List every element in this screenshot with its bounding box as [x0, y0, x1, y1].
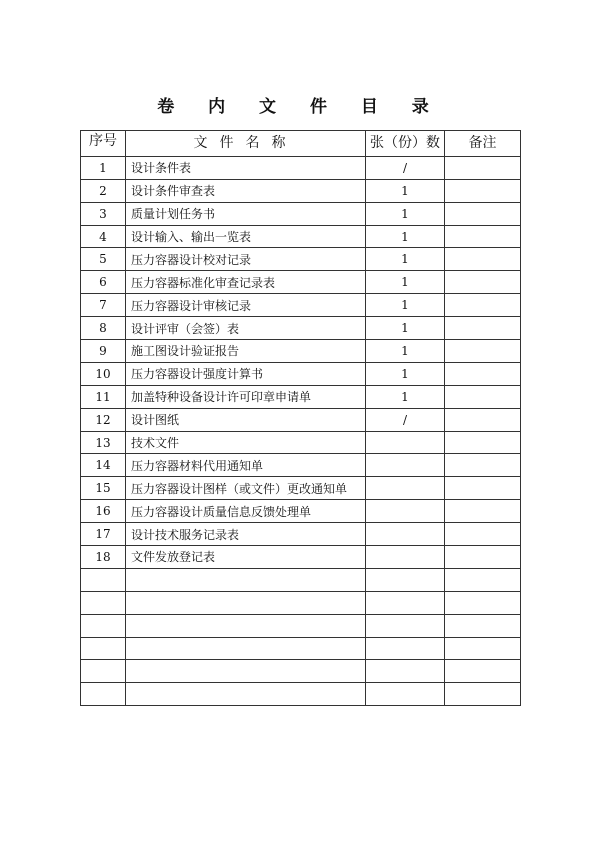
- table-row: [81, 591, 521, 614]
- row-number: [81, 591, 126, 614]
- table-row: [81, 614, 521, 637]
- table-row: [81, 179, 521, 202]
- row-file-name: 加盖特种设备设计许可印章申请单: [126, 385, 366, 408]
- row-count: 1: [366, 317, 445, 340]
- row-file-name: 设计条件审查表: [126, 179, 366, 202]
- row-number: [81, 568, 126, 591]
- row-number: 14: [81, 454, 126, 477]
- header-no: 序号: [81, 131, 126, 157]
- header-name: 文件名称: [126, 131, 366, 157]
- table-header-row: [81, 131, 521, 157]
- row-number: 4: [81, 225, 126, 248]
- row-count: 1: [366, 179, 445, 202]
- row-remark: [445, 637, 521, 660]
- row-remark: [445, 568, 521, 591]
- row-count: 1: [366, 340, 445, 363]
- table-row: [81, 431, 521, 454]
- row-file-name: 设计输入、输出一览表: [126, 225, 366, 248]
- table-row: [81, 271, 521, 294]
- row-number: 16: [81, 500, 126, 523]
- row-file-name: 压力容器标准化审查记录表: [126, 271, 366, 294]
- row-count: [366, 660, 445, 683]
- row-count: [366, 637, 445, 660]
- row-file-name: 施工图设计验证报告: [126, 340, 366, 363]
- row-number: 3: [81, 202, 126, 225]
- row-remark: [445, 500, 521, 523]
- row-number: 1: [81, 156, 126, 179]
- row-remark: [445, 179, 521, 202]
- row-count: [366, 546, 445, 569]
- header-count: 张（份）数: [366, 131, 445, 157]
- row-count: 1: [366, 271, 445, 294]
- row-number: 12: [81, 408, 126, 431]
- row-remark: [445, 156, 521, 179]
- row-count: 1: [366, 385, 445, 408]
- row-number: [81, 637, 126, 660]
- row-file-name: 压力容器设计强度计算书: [126, 362, 366, 385]
- row-file-name: 文件发放登记表: [126, 546, 366, 569]
- row-number: 8: [81, 317, 126, 340]
- row-number: 17: [81, 523, 126, 546]
- table-row: [81, 294, 521, 317]
- row-file-name: 压力容器设计质量信息反馈处理单: [126, 500, 366, 523]
- row-number: 10: [81, 362, 126, 385]
- row-count: 1: [366, 362, 445, 385]
- file-index-table: [80, 130, 521, 706]
- row-count: 1: [366, 294, 445, 317]
- row-count: 1: [366, 225, 445, 248]
- row-remark: [445, 454, 521, 477]
- row-count: [366, 591, 445, 614]
- row-file-name: 压力容器设计审核记录: [126, 294, 366, 317]
- table-row: [81, 156, 521, 179]
- row-remark: [445, 546, 521, 569]
- row-number: 5: [81, 248, 126, 271]
- row-remark: [445, 523, 521, 546]
- table-body: [81, 156, 521, 705]
- row-remark: [445, 660, 521, 683]
- row-remark: [445, 683, 521, 706]
- table-row: [81, 408, 521, 431]
- document-title: 卷 内 文 件 目 录: [157, 97, 443, 117]
- row-remark: [445, 362, 521, 385]
- row-file-name: [126, 614, 366, 637]
- row-remark: [445, 614, 521, 637]
- header-remark: 备注: [445, 131, 521, 157]
- row-number: 15: [81, 477, 126, 500]
- row-file-name: [126, 637, 366, 660]
- row-file-name: 压力容器设计校对记录: [126, 248, 366, 271]
- row-file-name: 设计技术服务记录表: [126, 523, 366, 546]
- row-count: [366, 500, 445, 523]
- row-remark: [445, 294, 521, 317]
- row-file-name: 压力容器材料代用通知单: [126, 454, 366, 477]
- row-file-name: 压力容器设计图样（或文件）更改通知单: [126, 477, 366, 500]
- row-remark: [445, 340, 521, 363]
- row-count: [366, 614, 445, 637]
- row-number: 7: [81, 294, 126, 317]
- table-row: [81, 477, 521, 500]
- row-file-name: [126, 660, 366, 683]
- row-number: [81, 683, 126, 706]
- row-file-name: [126, 683, 366, 706]
- row-file-name: 设计图纸: [126, 408, 366, 431]
- row-remark: [445, 408, 521, 431]
- row-number: 2: [81, 179, 126, 202]
- row-count: [366, 683, 445, 706]
- table-row: [81, 385, 521, 408]
- row-file-name: 质量计划任务书: [126, 202, 366, 225]
- row-file-name: [126, 568, 366, 591]
- row-number: 13: [81, 431, 126, 454]
- row-remark: [445, 248, 521, 271]
- row-count: /: [366, 156, 445, 179]
- table-row: [81, 225, 521, 248]
- row-count: [366, 523, 445, 546]
- row-count: [366, 568, 445, 591]
- row-remark: [445, 385, 521, 408]
- row-number: 6: [81, 271, 126, 294]
- row-count: [366, 477, 445, 500]
- table-row: [81, 500, 521, 523]
- table-row: [81, 546, 521, 569]
- row-number: [81, 614, 126, 637]
- row-count: [366, 454, 445, 477]
- row-file-name: 设计评审（会签）表: [126, 317, 366, 340]
- table-row: [81, 340, 521, 363]
- row-number: 9: [81, 340, 126, 363]
- row-remark: [445, 225, 521, 248]
- row-file-name: [126, 591, 366, 614]
- table-row: [81, 454, 521, 477]
- table-row: [81, 362, 521, 385]
- table-row: [81, 523, 521, 546]
- table-row: [81, 660, 521, 683]
- row-number: [81, 660, 126, 683]
- row-number: 11: [81, 385, 126, 408]
- row-remark: [445, 431, 521, 454]
- table-row: [81, 317, 521, 340]
- row-file-name: 技术文件: [126, 431, 366, 454]
- row-count: /: [366, 408, 445, 431]
- row-file-name: 设计条件表: [126, 156, 366, 179]
- row-count: 1: [366, 248, 445, 271]
- row-remark: [445, 591, 521, 614]
- row-count: [366, 431, 445, 454]
- table-row: [81, 637, 521, 660]
- row-remark: [445, 317, 521, 340]
- row-number: 18: [81, 546, 126, 569]
- row-remark: [445, 271, 521, 294]
- row-count: 1: [366, 202, 445, 225]
- table-row: [81, 202, 521, 225]
- row-remark: [445, 477, 521, 500]
- table-row: [81, 683, 521, 706]
- table-row: [81, 248, 521, 271]
- table-row: [81, 568, 521, 591]
- row-remark: [445, 202, 521, 225]
